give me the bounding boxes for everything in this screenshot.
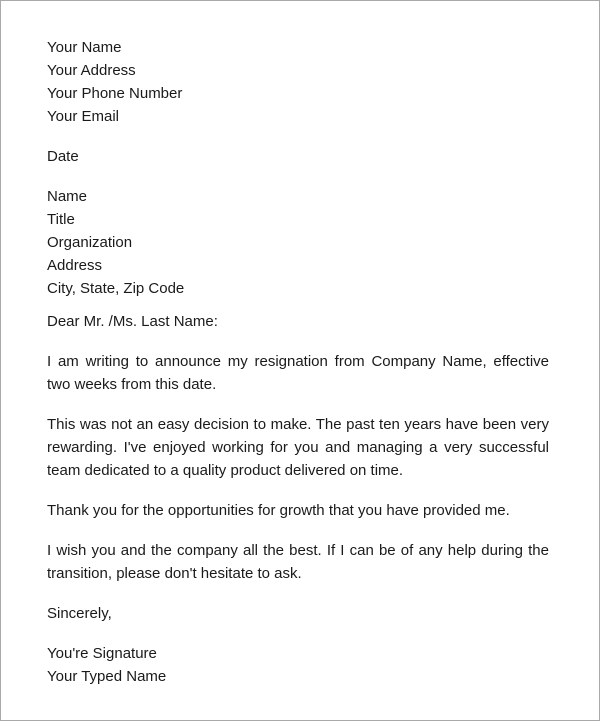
sender-block [47, 36, 549, 128]
recipient-block [47, 185, 549, 300]
recipient-name: Name [47, 188, 88, 205]
recipient-title: Title [47, 211, 75, 228]
sender-address: Your Address [47, 62, 136, 79]
paragraph-text: I wish you and the company all the best. If I can be of any help during the transition, please don't hesitate to ask. [47, 542, 549, 582]
paragraph-text: I am writing to announce my resignation from Company Name, effective two weeks from this date. [47, 353, 549, 393]
sender-name: Your Name [47, 39, 122, 56]
recipient-address: Address [47, 257, 103, 274]
letter-date: Date [47, 148, 79, 165]
recipient-organization: Organization [47, 234, 133, 251]
recipient-city-state-zip: City, State, Zip Code [47, 280, 185, 297]
sender-phone: Your Phone Number [47, 85, 183, 102]
letter-body [47, 36, 549, 688]
paragraph-text: This was not an easy decision to make. The past ten years have been very rewarding. I've enjoyed working for you and managing a very successful team dedicated to a quality product delivered on time. [47, 416, 549, 479]
paragraph-wishes [47, 539, 549, 585]
closing: Sincerely, [47, 605, 112, 622]
paragraph-text: Thank you for the opportunities for growth that you have provided me. [47, 502, 510, 519]
paragraph-reflection [47, 413, 549, 482]
paragraph-thanks [47, 499, 549, 522]
typed-name: Your Typed Name [47, 668, 167, 685]
sender-email: Your Email [47, 108, 119, 125]
salutation: Dear Mr. /Ms. Last Name: [47, 313, 218, 330]
paragraph-announcement [47, 350, 549, 396]
signature-line: You're Signature [47, 645, 157, 662]
